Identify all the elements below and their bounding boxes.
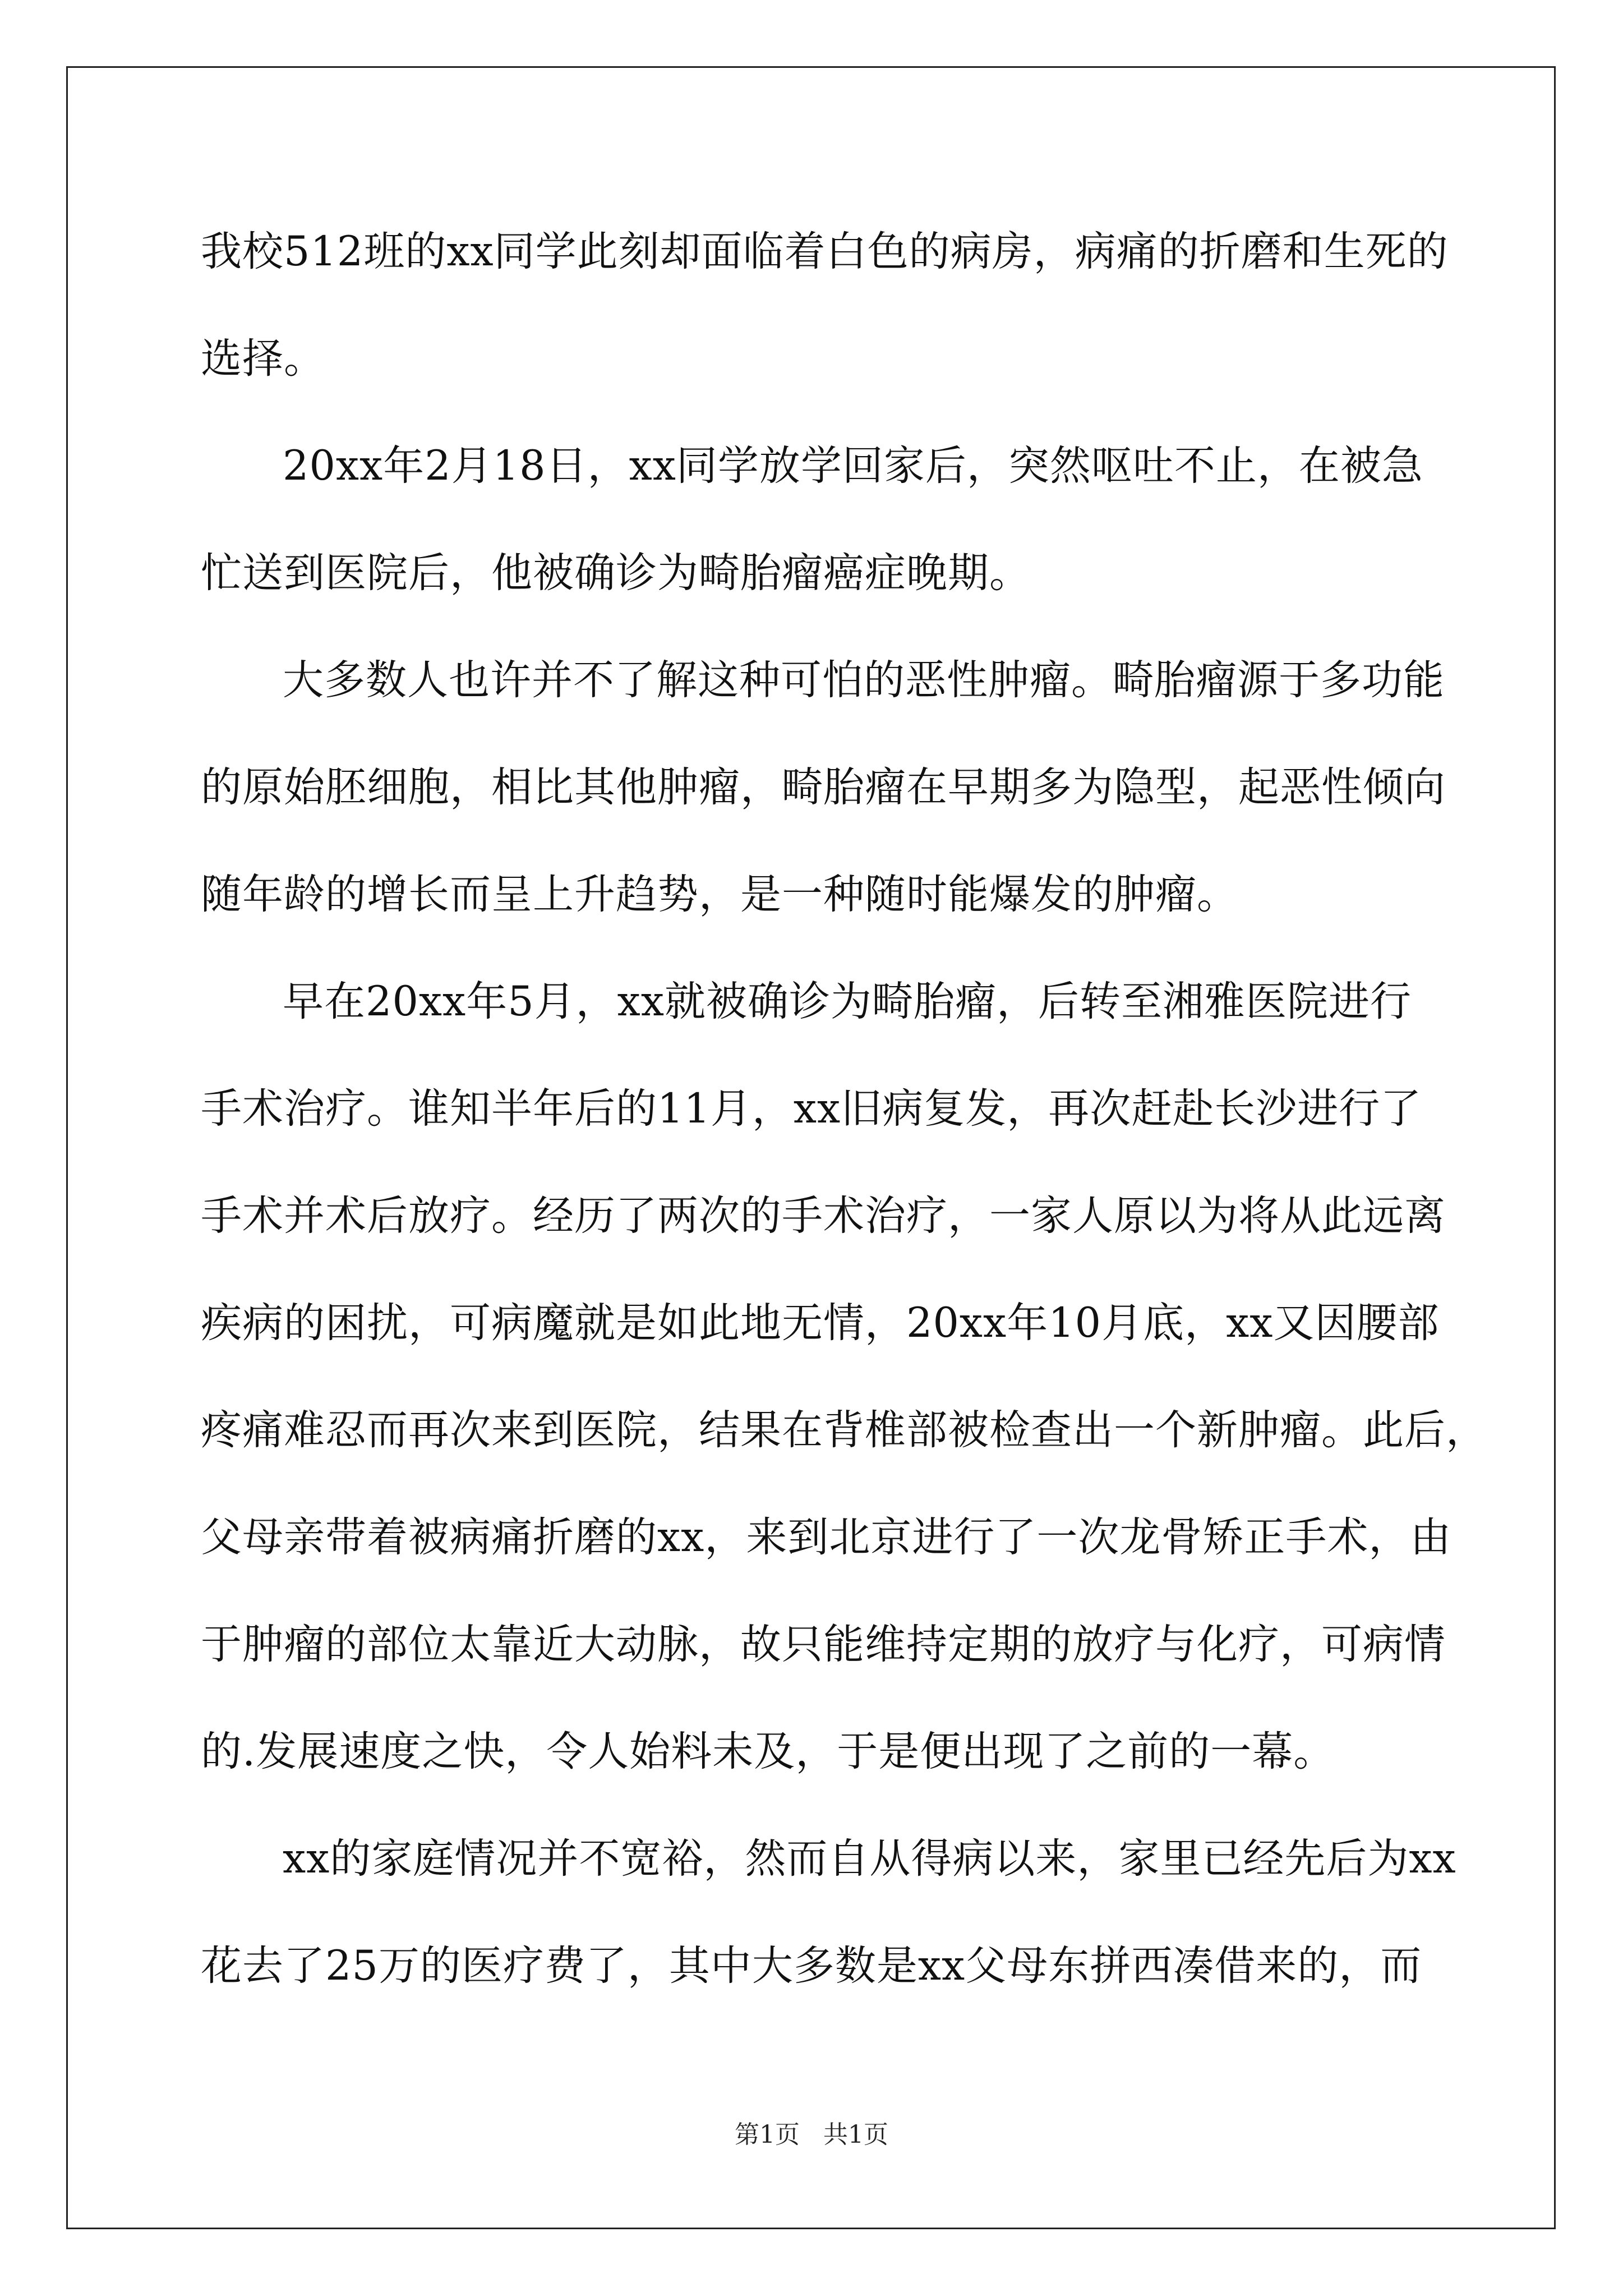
text-line: xx的家庭情况并不宽裕，然而自从得病以来，家里已经先后为xx — [283, 1835, 1456, 1883]
text-line: 大多数人也许并不了解这种可怕的恶性肿瘤。畸胎瘤源于多功能 — [283, 656, 1445, 704]
text-line: 的原始胚细胞，相比其他肿瘤，畸胎瘤在早期多为隐型，起恶性倾向 — [201, 763, 1446, 811]
text-line: 疾病的困扰，可病魔就是如此地无情，20xx年10月底，xx又因腰部 — [201, 1299, 1440, 1347]
text-line: 忙送到医院后，他被确诊为畸胎瘤癌症晚期。 — [201, 549, 1031, 597]
text-line: 的.发展速度之快，令人始料未及，于是便出现了之前的一幕。 — [201, 1728, 1335, 1775]
text-line: 20xx年2月18日，xx同学放学回家后，突然呕吐不止，在被急 — [283, 442, 1423, 490]
text-line: 花去了25万的医疗费了，其中大多数是xx父母东拼西凑借来的，而 — [201, 1942, 1422, 1990]
text-line: 父母亲带着被病痛折磨的xx，来到北京进行了一次龙骨矫正手术，由 — [201, 1513, 1452, 1561]
text-line: 早在20xx年5月，xx就被确诊为畸胎瘤，后转至湘雅医院进行 — [283, 978, 1412, 1025]
page-footer: 第1页 共1页 — [735, 2120, 888, 2149]
text-line: 手术治疗。谁知半年后的11月，xx旧病复发，再次赶赴长沙进行了 — [201, 1085, 1422, 1133]
text-line: 疼痛难忍而再次来到医院，结果在背椎部被检查出一个新肿瘤。此后， — [201, 1406, 1487, 1454]
text-line: 我校512班的xx同学此刻却面临着白色的病房，病痛的折磨和生死的 — [201, 228, 1449, 275]
text-line: 选择。 — [201, 335, 325, 383]
text-line: 于肿瘤的部位太靠近大动脉，故只能维持定期的放疗与化疗，可病情 — [201, 1621, 1446, 1668]
text-line: 随年龄的增长而呈上升趋势，是一种随时能爆发的肿瘤。 — [201, 871, 1238, 918]
document-body — [201, 219, 1487, 2040]
text-line: 手术并术后放疗。经历了两次的手术治疗，一家人原以为将从此远离 — [201, 1192, 1446, 1240]
